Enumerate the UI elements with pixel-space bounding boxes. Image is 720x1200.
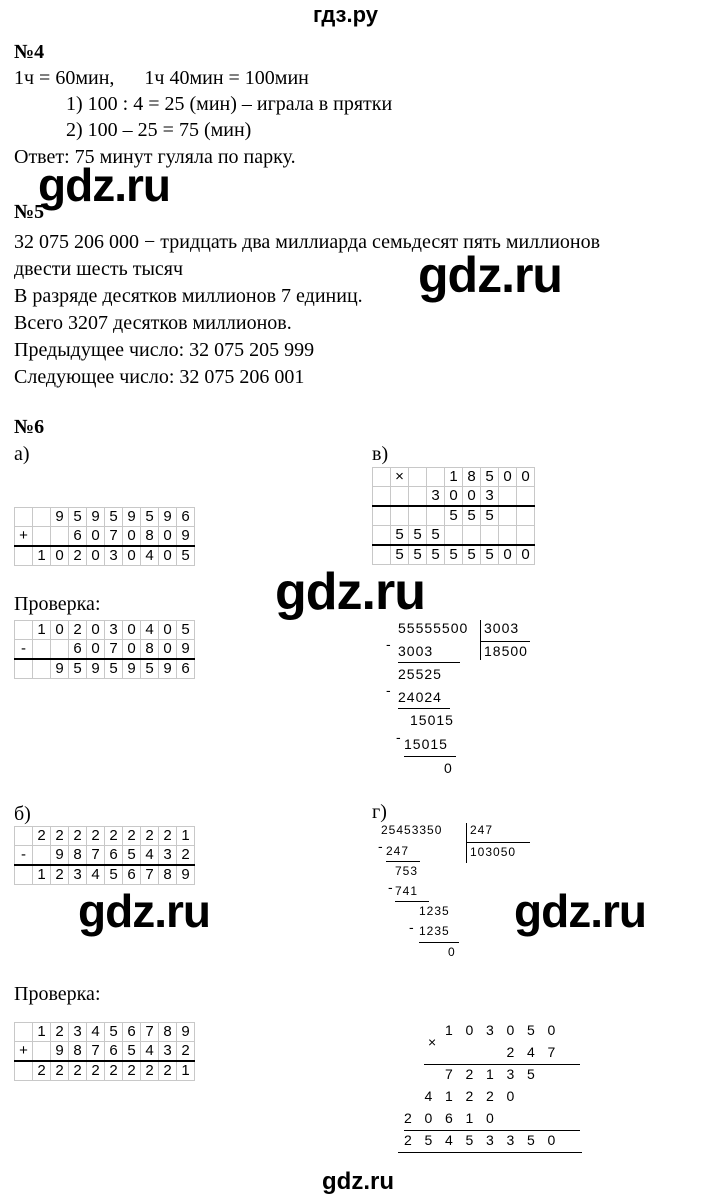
quotient: 18500 bbox=[484, 643, 528, 659]
digit: 5 bbox=[527, 1066, 536, 1082]
digit: 2 bbox=[506, 1044, 516, 1060]
digit-cell bbox=[517, 487, 535, 507]
digit-cell: 8 bbox=[159, 1023, 177, 1042]
operation-sign bbox=[15, 621, 33, 640]
digit-cell: 8 bbox=[159, 865, 177, 885]
digit-cell: 0 bbox=[159, 546, 177, 566]
digit-cell: 2 bbox=[159, 827, 177, 846]
digit: 5 bbox=[527, 1132, 536, 1148]
digit-cell bbox=[51, 640, 69, 660]
operation-sign: - bbox=[15, 640, 33, 660]
step: 741 bbox=[395, 884, 419, 898]
digit-cell: 2 bbox=[51, 827, 69, 846]
digit-cell: 0 bbox=[87, 546, 105, 566]
digit-cell: 4 bbox=[141, 621, 159, 640]
digit-cell bbox=[33, 508, 51, 527]
digit: 4 bbox=[527, 1044, 536, 1060]
digit-cell: 3 bbox=[427, 487, 445, 507]
digit-cell bbox=[427, 506, 445, 526]
digit-cell bbox=[481, 526, 499, 546]
rule-line bbox=[404, 1130, 580, 1131]
digit-cell: 3 bbox=[69, 1023, 87, 1042]
digit-cell: 6 bbox=[177, 659, 195, 679]
digit-cell: 8 bbox=[463, 468, 481, 487]
digit-cell: 3 bbox=[105, 546, 123, 566]
digit: 3 bbox=[506, 1132, 516, 1148]
digit-cell: 9 bbox=[177, 865, 195, 885]
digit-cell: 5 bbox=[69, 508, 87, 527]
digit-cell: 2 bbox=[51, 865, 69, 885]
operation-sign bbox=[373, 526, 391, 546]
digit-cell: 2 bbox=[123, 827, 141, 846]
task6-a-table bbox=[14, 507, 195, 566]
digit-cell: 0 bbox=[51, 546, 69, 566]
site-header: гдз.ру bbox=[313, 2, 378, 27]
digit-cell: 0 bbox=[51, 621, 69, 640]
digit-cell bbox=[499, 487, 517, 507]
digit-cell: 8 bbox=[69, 1042, 87, 1062]
digit-cell: 0 bbox=[463, 487, 481, 507]
operation-sign: × bbox=[391, 468, 409, 487]
digit-cell: 9 bbox=[87, 659, 105, 679]
step: 0 bbox=[444, 760, 453, 776]
digit-cell: 9 bbox=[87, 508, 105, 527]
dividend: 55555500 bbox=[398, 620, 469, 636]
digit-cell: 1 bbox=[177, 1061, 195, 1081]
task4-answer: Ответ: 75 минут гуляла по парку. bbox=[14, 146, 296, 168]
task6-a-check-label: Проверка: bbox=[14, 593, 101, 615]
digit-cell: 5 bbox=[409, 545, 427, 565]
step: 3003 bbox=[398, 643, 434, 659]
digit: 0 bbox=[547, 1132, 557, 1148]
digit-cell: 5 bbox=[105, 865, 123, 885]
digit-cell: 2 bbox=[51, 1061, 69, 1081]
digit-cell bbox=[517, 526, 535, 546]
digit-cell: 0 bbox=[123, 640, 141, 660]
task6-b-check-table bbox=[14, 1022, 195, 1081]
digit: 1 bbox=[445, 1022, 454, 1038]
minus-sign: - bbox=[386, 682, 392, 698]
digit-cell: 4 bbox=[141, 546, 159, 566]
operation-sign bbox=[15, 508, 33, 527]
digit-cell: 5 bbox=[69, 659, 87, 679]
digit-cell: 9 bbox=[123, 659, 141, 679]
digit-cell: 5 bbox=[391, 545, 409, 565]
digit-cell: 3 bbox=[105, 621, 123, 640]
digit-cell: 8 bbox=[141, 527, 159, 547]
digit-cell bbox=[463, 526, 481, 546]
digit-cell: 2 bbox=[105, 1061, 123, 1081]
digit-cell: 5 bbox=[391, 526, 409, 546]
digit-cell: 2 bbox=[69, 621, 87, 640]
digit-cell: 2 bbox=[87, 827, 105, 846]
site-footer: gdz.ru bbox=[322, 1168, 394, 1195]
digit-cell: 2 bbox=[123, 1061, 141, 1081]
digit-cell bbox=[51, 527, 69, 547]
digit-cell: 5 bbox=[123, 846, 141, 866]
operation-sign bbox=[15, 659, 33, 679]
digit: 4 bbox=[445, 1132, 454, 1148]
rule-line bbox=[424, 1064, 580, 1065]
digit-cell: 9 bbox=[159, 508, 177, 527]
digit-cell: 5 bbox=[427, 526, 445, 546]
digit-cell bbox=[33, 659, 51, 679]
step: 1235 bbox=[419, 924, 450, 938]
digit-cell: 0 bbox=[159, 527, 177, 547]
digit: 5 bbox=[424, 1132, 434, 1148]
digit-cell: 0 bbox=[159, 621, 177, 640]
digit-cell bbox=[33, 1042, 51, 1062]
digit-cell bbox=[33, 846, 51, 866]
digit-cell: 9 bbox=[51, 508, 69, 527]
digit-cell: 1 bbox=[33, 621, 51, 640]
digit-cell: 9 bbox=[177, 1023, 195, 1042]
digit-cell: 5 bbox=[105, 1023, 123, 1042]
step: 753 bbox=[395, 864, 419, 878]
operation-sign bbox=[15, 1061, 33, 1081]
task6-b-check-label: Проверка: bbox=[14, 983, 101, 1005]
task4-step1: 1) 100 : 4 = 25 (мин) – играла в прятки bbox=[66, 93, 393, 115]
operation-sign bbox=[15, 546, 33, 566]
digit-cell: 5 bbox=[177, 621, 195, 640]
operation-sign: - bbox=[15, 846, 33, 866]
digit-cell: 5 bbox=[463, 506, 481, 526]
watermark: gdz.ru bbox=[38, 159, 170, 211]
digit: 1 bbox=[486, 1066, 495, 1082]
watermark: gdz.ru bbox=[418, 247, 562, 303]
digit-cell bbox=[427, 468, 445, 487]
digit: 5 bbox=[465, 1132, 475, 1148]
digit-cell: 5 bbox=[481, 506, 499, 526]
task4-heading: №4 bbox=[14, 41, 45, 63]
digit-cell: 6 bbox=[177, 508, 195, 527]
digit-cell: 4 bbox=[141, 1042, 159, 1062]
digit: 2 bbox=[486, 1088, 495, 1104]
task4-line1: 1ч = 60мин, 1ч 40мин = 100мин bbox=[14, 67, 309, 89]
minus-sign: - bbox=[396, 729, 402, 745]
digit-cell: 2 bbox=[69, 827, 87, 846]
digit-cell: 5 bbox=[481, 468, 499, 487]
operation-sign bbox=[373, 506, 391, 526]
digit-cell: 0 bbox=[87, 640, 105, 660]
digit-cell: 5 bbox=[445, 506, 463, 526]
digit: 7 bbox=[547, 1044, 557, 1060]
digit-cell: 0 bbox=[499, 468, 517, 487]
dividend: 25453350 bbox=[381, 823, 443, 837]
divisor: 247 bbox=[470, 823, 494, 837]
operation-sign: + bbox=[15, 527, 33, 547]
digit-cell: 3 bbox=[481, 487, 499, 507]
minus-sign: - bbox=[378, 838, 384, 854]
digit-cell: 3 bbox=[69, 865, 87, 885]
task4-step2: 2) 100 – 25 = 75 (мин) bbox=[66, 119, 252, 141]
task6-v-table bbox=[372, 467, 535, 565]
digit-cell: 7 bbox=[141, 1023, 159, 1042]
digit-cell: 2 bbox=[69, 546, 87, 566]
task6-label-g: г) bbox=[372, 801, 387, 823]
digit: 2 bbox=[465, 1066, 475, 1082]
digit-cell: 1 bbox=[445, 468, 463, 487]
task6-heading: №6 bbox=[14, 416, 45, 438]
digit-cell: 2 bbox=[105, 827, 123, 846]
digit-cell: 0 bbox=[123, 621, 141, 640]
task5-line1: 32 075 206 000 − тридцать два миллиарда семьдесят пять миллионов bbox=[14, 231, 601, 253]
step: 15015 bbox=[410, 712, 454, 728]
digit-cell: 0 bbox=[87, 527, 105, 547]
digit-cell: 5 bbox=[427, 545, 445, 565]
digit-cell: 2 bbox=[177, 1042, 195, 1062]
task5-line3: В разряде десятков миллионов 7 единиц. bbox=[14, 285, 363, 307]
digit: 5 bbox=[527, 1022, 536, 1038]
step: 0 bbox=[448, 945, 456, 959]
divisor: 3003 bbox=[484, 620, 520, 636]
digit-cell: 9 bbox=[159, 659, 177, 679]
digit-cell bbox=[409, 487, 427, 507]
digit: 0 bbox=[465, 1022, 475, 1038]
digit: 2 bbox=[404, 1110, 413, 1126]
digit-cell bbox=[499, 526, 517, 546]
digit: 2 bbox=[465, 1088, 475, 1104]
task5-heading: №5 bbox=[14, 201, 45, 223]
digit-cell: 2 bbox=[87, 1061, 105, 1081]
task5-line5: Предыдущее число: 32 075 205 999 bbox=[14, 339, 315, 361]
task6-label-v: в) bbox=[372, 443, 389, 465]
digit-cell: 9 bbox=[51, 1042, 69, 1062]
operation-sign bbox=[15, 865, 33, 885]
step: 24024 bbox=[398, 689, 442, 705]
digit-cell: 3 bbox=[159, 1042, 177, 1062]
digit-cell: 4 bbox=[141, 846, 159, 866]
digit-cell bbox=[33, 527, 51, 547]
digit-cell: 7 bbox=[87, 1042, 105, 1062]
digit: 0 bbox=[547, 1022, 557, 1038]
task6-a-check-table bbox=[14, 620, 195, 679]
digit-cell: 0 bbox=[445, 487, 463, 507]
digit-cell: 8 bbox=[69, 846, 87, 866]
digit-cell: 0 bbox=[517, 468, 535, 487]
digit-cell: 2 bbox=[141, 827, 159, 846]
digit-cell: 0 bbox=[123, 546, 141, 566]
digit-cell: 0 bbox=[87, 621, 105, 640]
digit-cell: 1 bbox=[33, 546, 51, 566]
operation-sign bbox=[15, 1023, 33, 1042]
digit-cell: 9 bbox=[177, 527, 195, 547]
digit-cell bbox=[445, 526, 463, 546]
digit-cell: 6 bbox=[69, 527, 87, 547]
digit: 3 bbox=[486, 1132, 495, 1148]
task6-label-b: б) bbox=[14, 803, 31, 825]
digit-cell: 9 bbox=[51, 659, 69, 679]
digit-cell: 7 bbox=[141, 865, 159, 885]
digit-cell bbox=[499, 506, 517, 526]
digit-cell: 5 bbox=[481, 545, 499, 565]
digit: 1 bbox=[465, 1110, 475, 1126]
digit-cell: 5 bbox=[123, 1042, 141, 1062]
digit-cell bbox=[391, 487, 409, 507]
digit-cell: 6 bbox=[105, 1042, 123, 1062]
digit-cell: 5 bbox=[463, 545, 481, 565]
digit: 3 bbox=[486, 1022, 495, 1038]
digit-cell: 7 bbox=[87, 846, 105, 866]
minus-sign: - bbox=[409, 919, 415, 935]
digit: 7 bbox=[445, 1066, 454, 1082]
digit-cell: 9 bbox=[51, 846, 69, 866]
minus-sign: - bbox=[388, 879, 394, 895]
operation-sign bbox=[373, 487, 391, 507]
digit: 0 bbox=[506, 1022, 516, 1038]
digit-cell: 7 bbox=[105, 640, 123, 660]
digit-cell bbox=[517, 506, 535, 526]
digit-cell: 2 bbox=[141, 1061, 159, 1081]
digit-cell: 6 bbox=[69, 640, 87, 660]
task6-b-table bbox=[14, 826, 195, 885]
digit-cell: 2 bbox=[33, 827, 51, 846]
digit-cell: 6 bbox=[123, 1023, 141, 1042]
digit-cell bbox=[409, 468, 427, 487]
digit-cell: 9 bbox=[123, 508, 141, 527]
operation-sign: × bbox=[428, 1034, 438, 1050]
step: 25525 bbox=[398, 666, 442, 682]
digit: 0 bbox=[486, 1110, 495, 1126]
step: 15015 bbox=[404, 736, 448, 752]
digit-cell bbox=[409, 506, 427, 526]
digit: 3 bbox=[506, 1066, 516, 1082]
digit-cell: 6 bbox=[105, 846, 123, 866]
operation-sign bbox=[15, 827, 33, 846]
digit: 1 bbox=[445, 1088, 454, 1104]
digit-cell: 4 bbox=[87, 1023, 105, 1042]
task5-line4: Всего 3207 десятков миллионов. bbox=[14, 312, 292, 334]
digit-cell: 4 bbox=[87, 865, 105, 885]
rule-line bbox=[398, 1152, 582, 1153]
digit-cell: 5 bbox=[105, 659, 123, 679]
digit-cell: 5 bbox=[105, 508, 123, 527]
task6-label-a: а) bbox=[14, 443, 30, 465]
digit-cell: 1 bbox=[33, 865, 51, 885]
digit-cell: 0 bbox=[517, 545, 535, 565]
digit-cell: 5 bbox=[177, 546, 195, 566]
task5-line2: двести шесть тысяч bbox=[14, 258, 184, 280]
digit-cell: 7 bbox=[105, 527, 123, 547]
digit-cell bbox=[33, 640, 51, 660]
minus-sign: - bbox=[386, 636, 392, 652]
watermark: gdz.ru bbox=[514, 885, 646, 937]
task5-line6: Следующее число: 32 075 206 001 bbox=[14, 366, 305, 388]
digit-cell: 8 bbox=[141, 640, 159, 660]
digit-cell: 2 bbox=[33, 1061, 51, 1081]
digit-cell: 5 bbox=[409, 526, 427, 546]
digit-cell: 5 bbox=[141, 508, 159, 527]
digit-cell: 0 bbox=[123, 527, 141, 547]
operation-sign: + bbox=[15, 1042, 33, 1062]
digit-cell: 2 bbox=[177, 846, 195, 866]
digit: 4 bbox=[424, 1088, 434, 1104]
digit-cell: 1 bbox=[177, 827, 195, 846]
digit: 0 bbox=[424, 1110, 434, 1126]
step: 247 bbox=[386, 844, 410, 858]
digit-cell: 5 bbox=[445, 545, 463, 565]
quotient: 103050 bbox=[470, 845, 517, 859]
digit-cell: 3 bbox=[159, 846, 177, 866]
operation-sign bbox=[373, 468, 391, 487]
watermark: gdz.ru bbox=[275, 563, 425, 621]
digit-cell: 0 bbox=[159, 640, 177, 660]
digit-cell: 1 bbox=[33, 1023, 51, 1042]
digit: 0 bbox=[506, 1088, 516, 1104]
digit-cell: 6 bbox=[123, 865, 141, 885]
step: 1235 bbox=[419, 904, 450, 918]
digit: 6 bbox=[445, 1110, 454, 1126]
digit-cell: 0 bbox=[499, 545, 517, 565]
digit-cell bbox=[391, 506, 409, 526]
digit-cell: 9 bbox=[177, 640, 195, 660]
digit-cell: 5 bbox=[141, 659, 159, 679]
digit: 2 bbox=[404, 1132, 413, 1148]
watermark: gdz.ru bbox=[78, 885, 210, 937]
digit-cell: 2 bbox=[159, 1061, 177, 1081]
digit-cell: 2 bbox=[51, 1023, 69, 1042]
digit-cell: 2 bbox=[69, 1061, 87, 1081]
